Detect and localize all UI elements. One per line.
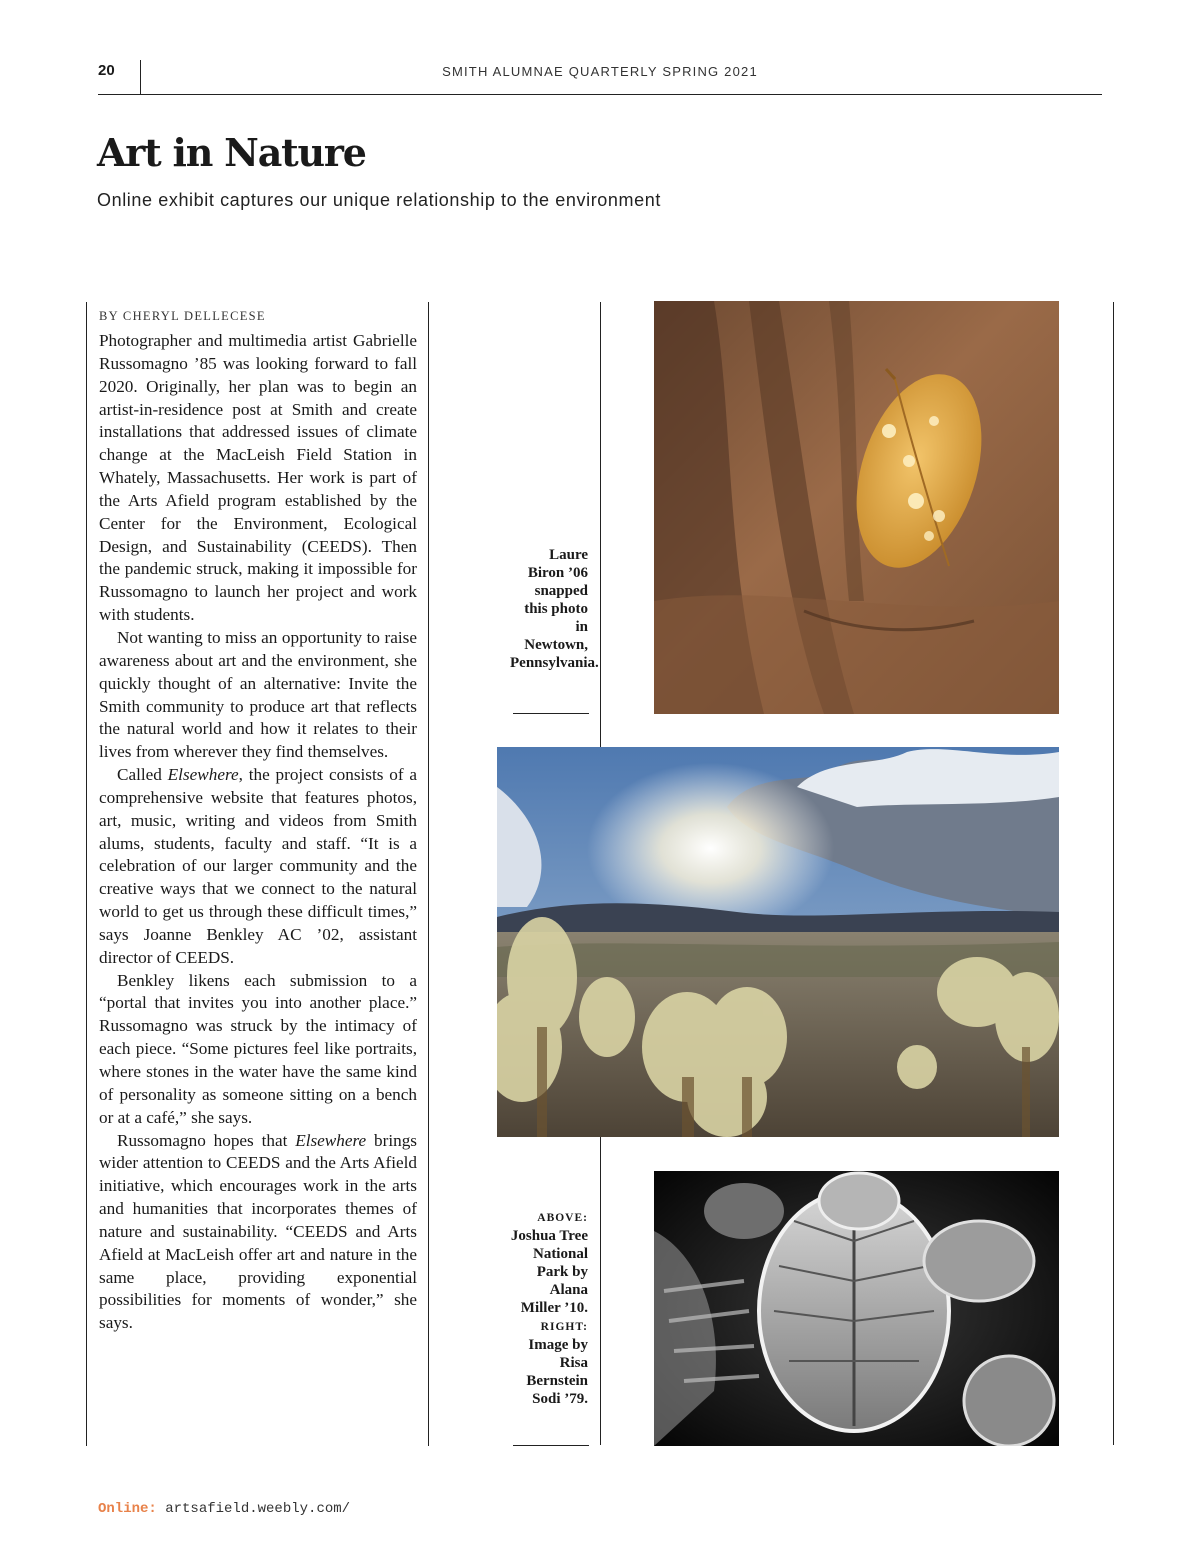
article-body (99, 330, 417, 1335)
caption-column-rule-top (600, 302, 601, 747)
paragraph-text: Called (117, 765, 168, 785)
publication-masthead: SMITH ALUMNAE QUARTERLY SPRING 2021 (442, 64, 758, 79)
caption-text-above: Joshua Tree National Park by Alana Miller ’10. (510, 1228, 588, 1316)
caption-label-right: RIGHT: (540, 1321, 588, 1333)
paragraph-text: , the project consists of a comprehensive website that features photos, art, music, writing and videos from Smith alums, students, faculty and staff. “It is a celebration of our larger community and the creative ways that we connect to the natural world to get us through these difficult times,” says Joanne Benkley AC ’02, assistant director of CEEDS. (99, 765, 417, 967)
paragraph: Benkley likens each submission to a “portal that invites you into another place.” Russomagno was struck by the intimacy of each piece. “Some pictures feel like portraits, where stones in the water have the same kind of personality as someone sitting on a bench or at a café,” she says. (99, 970, 417, 1127)
caption-bottom-photos (510, 1208, 588, 1408)
caption-column-rule-bottom (600, 1137, 601, 1445)
paragraph (99, 764, 417, 970)
caption-text-right: Image by Risa Bernstein Sodi ’79. (526, 1337, 588, 1407)
joshua-tree-cholla-photo (497, 747, 1059, 1137)
online-url[interactable]: artsafield.weebly.com/ (165, 1501, 351, 1517)
caption-rule (513, 713, 589, 714)
caption-label-above: ABOVE: (537, 1212, 588, 1224)
column-rule-right (1113, 302, 1114, 1445)
byline: BY CHERYL DELLECESE (99, 309, 266, 323)
header-rule (98, 94, 1102, 95)
column-rule-left (86, 302, 87, 1446)
project-name: Elsewhere (167, 765, 239, 785)
online-link[interactable] (98, 1501, 350, 1517)
paragraph: Not wanting to miss an opportunity to raise awareness about art and the environment, she quickly thought of an alternative: Invite the Smith community to produce art that reflects the natural world and how it relates to their lives from wherever they find themselves. (99, 627, 417, 762)
article-subtitle: Online exhibit captures our unique relationship to the environment (97, 190, 661, 210)
column-rule-middle (428, 302, 429, 1446)
article-title: Art in Nature (97, 130, 366, 175)
project-name: Elsewhere (295, 1130, 367, 1150)
caption-leaf-photo: Laure Biron ’06 snapped this photo in Newtown, Pennsylvania. (510, 547, 599, 671)
paragraph (99, 1130, 417, 1336)
leaf-on-rock-photo (654, 301, 1059, 714)
caption-rule (513, 1445, 589, 1446)
paragraph: Photographer and multimedia artist Gabrielle Russomagno ’85 was looking forward to fall 2020. Originally, her plan was to begin an artist-in-residence post at Smith and create installations that addressed issues of climate change at the MacLeish Field Station in Whately, Massachusetts. Her work is part of the Arts Afield program established by the Center for the Environment, Ecological Design, and Sustainability (CEEDS). Then the pandemic struck, making it impossible for Russomagno to launch her project and work with students. (99, 331, 417, 625)
page-number: 20 (98, 62, 115, 79)
black-and-white-plant-photo (654, 1171, 1059, 1446)
online-label: Online: (98, 1501, 157, 1517)
paragraph-text: brings wider attention to CEEDS and the Arts Afield initiative, which encourages work in the arts and humanities that incorporates themes of nature and sustainability. “CEEDS and Arts Afield at MacLeish offer art and nature in the same place, providing exponential possibilities for moments of wonder,” she says. (99, 1130, 417, 1333)
paragraph-text: Russomagno hopes that (117, 1130, 296, 1150)
